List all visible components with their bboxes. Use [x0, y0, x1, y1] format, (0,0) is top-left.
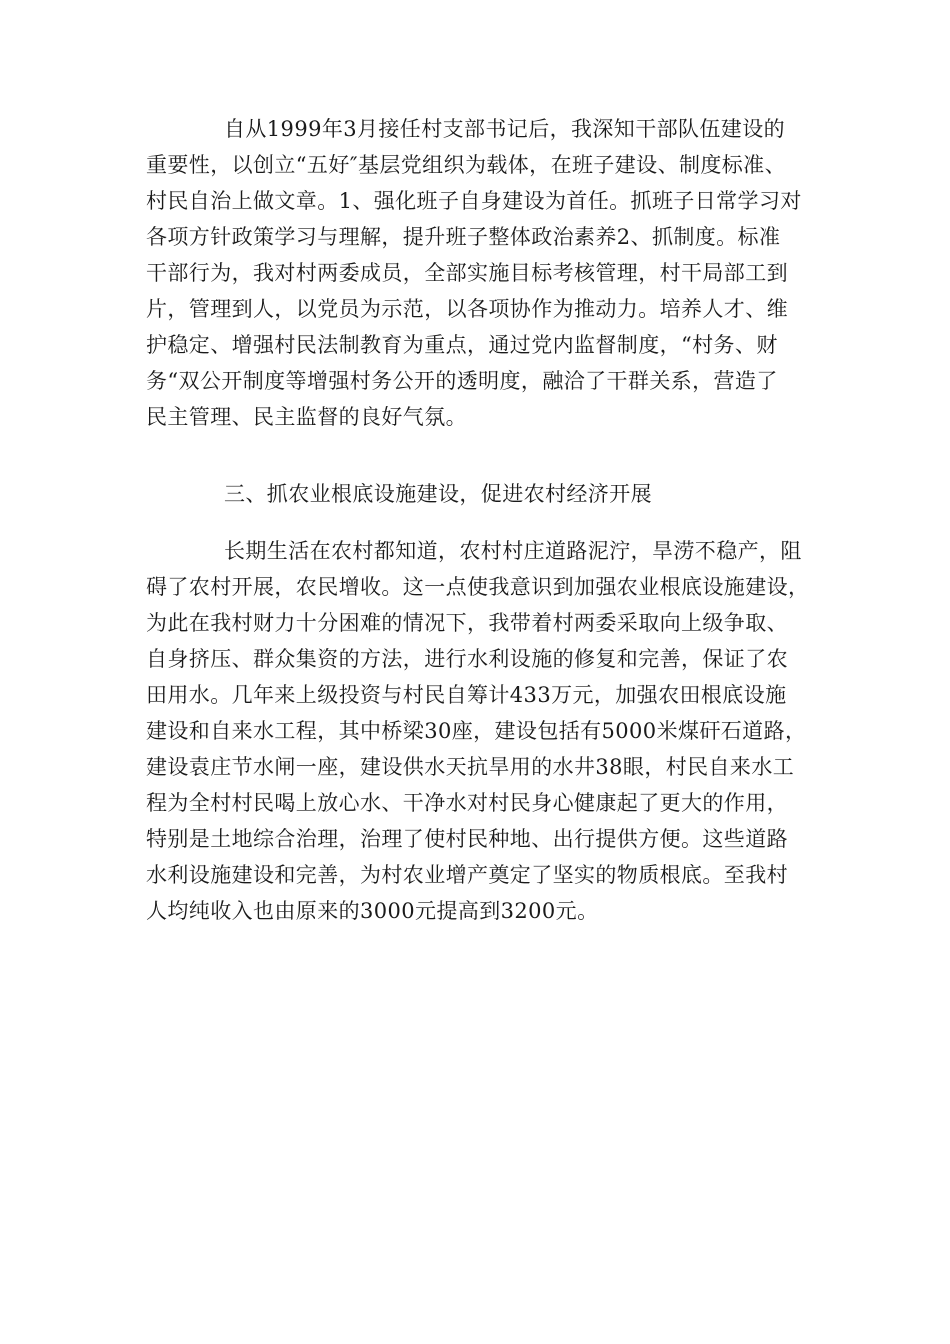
paragraph-line: 程为全村村民喝上放心水、干净水对村民身心健康起了更大的作用， [146, 791, 788, 815]
paragraph-line: 自身挤压、群众集资的方法，进行水利设施的修复和完善，保证了农 [146, 647, 788, 671]
paragraph-line: 村民自治上做文章。1、强化班子自身建设为首任。抓班子日常学习对 [146, 189, 802, 213]
paragraph-line: 片，管理到人，以党员为示范，以各项协作为推动力。培养人才、维 [146, 297, 788, 321]
paragraph-line: 长期生活在农村都知道，农村村庄道路泥泞，旱涝不稳产，阻 [224, 539, 802, 563]
paragraph-line: 建设和自来水工程，其中桥梁30座，建设包括有5000米煤矸石道路， [146, 719, 807, 743]
paragraph-line: 民主管理、民主监督的良好气氛。 [146, 405, 467, 429]
paragraph-line: 重要性，以创立“五好″基层党组织为载体，在班子建设、制度标准、 [146, 153, 786, 177]
paragraph-line: 护稳定、增强村民法制教育为重点，通过党内监督制度，“村务、财 [146, 333, 778, 357]
section-heading: 三、抓农业根底设施建设，促进农村经济开展 [224, 482, 652, 506]
paragraph-line: 干部行为，我对村两委成员，全部实施目标考核管理，村干局部工到 [146, 261, 788, 285]
paragraph-line: 田用水。几年来上级投资与村民自筹计433万元，加强农田根底设施 [146, 683, 787, 707]
paragraph-line: 务“双公开制度等增强村务公开的透明度，融洽了干群关系，营造了 [146, 369, 778, 393]
paragraph-line: 特别是土地综合治理，治理了使村民种地、出行提供方便。这些道路 [146, 827, 788, 851]
paragraph-line: 人均纯收入也由原来的3000元提高到3200元。 [146, 899, 599, 923]
paragraph-line: 建设袁庄节水闸一座，建设供水天抗旱用的水井38眼，村民自来水工 [146, 755, 795, 779]
paragraph-line: 碍了农村开展，农民增收。这一点使我意识到加强农业根底设施建设， [146, 575, 810, 599]
paragraph-line: 各项方针政策学习与理解，提升班子整体政治素养2、抓制度。标准 [146, 225, 781, 249]
paragraph-line: 水利设施建设和完善，为村农业增产奠定了坚实的物质根底。至我村 [146, 863, 788, 887]
paragraph-line: 为此在我村财力十分困难的情况下，我带着村两委采取向上级争取、 [146, 611, 788, 635]
paragraph-line: 自从1999年3月接任村支部书记后，我深知干部队伍建设的 [224, 117, 786, 141]
